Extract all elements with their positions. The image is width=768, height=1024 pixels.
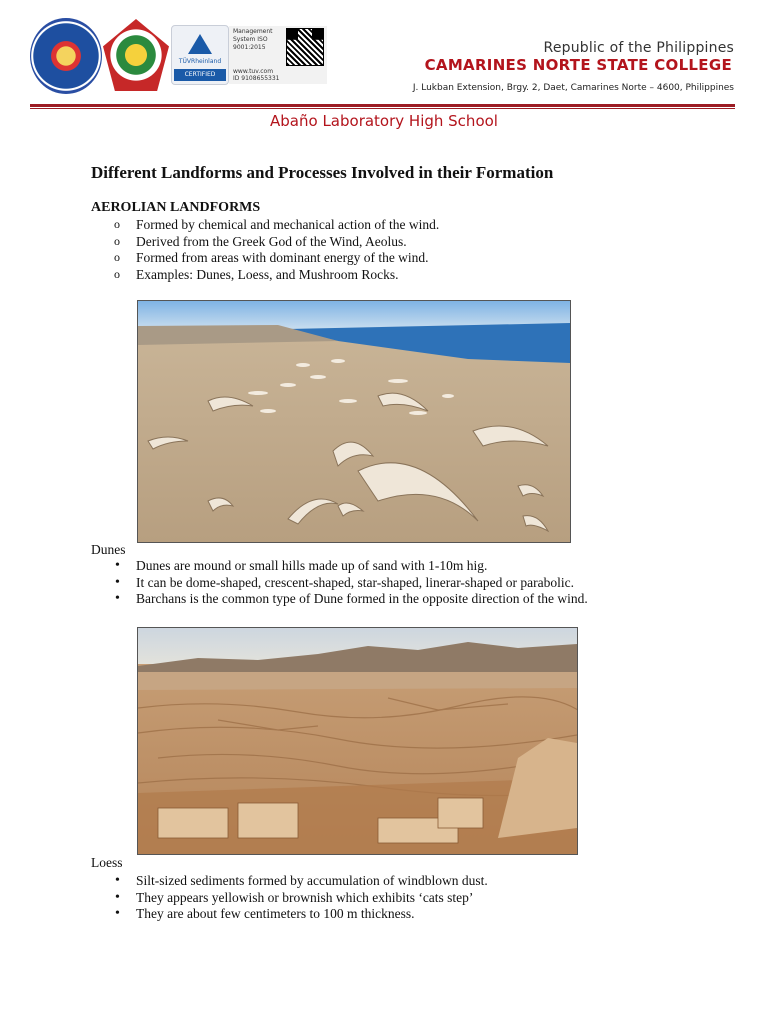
dunes-photo — [137, 300, 571, 543]
management-system-badge — [229, 26, 327, 84]
college-address: J. Lukban Extension, Brgy. 2, Daet, Camarines Norte – 4600, Philippines — [412, 83, 734, 93]
list-item: • Silt-sized sediments formed by accumulation of windblown dust. — [91, 873, 488, 890]
list-item: • They are about few centimeters to 100 m thickness. — [91, 906, 488, 923]
cert-label: CERTIFIED — [174, 69, 226, 81]
dunes-points-list — [91, 558, 588, 608]
dunes-caption: Dunes — [91, 542, 126, 557]
loess-photo — [137, 627, 578, 855]
list-item: o Formed from areas with dominant energy of the wind. — [91, 250, 439, 267]
list-item: • Dunes are mound or small hills made up of sand with 1-10m hig. — [91, 558, 588, 575]
loess-caption: Loess — [91, 855, 123, 870]
header-divider — [30, 104, 735, 107]
tuv-triangle-icon — [188, 34, 212, 54]
college-name: CAMARINES NORTE STATE COLLEGE — [424, 56, 732, 74]
college-seal-logo — [30, 18, 102, 94]
mgmt-text: Management System ISO 9001:2015 — [233, 28, 273, 51]
aeolian-points-list — [91, 217, 439, 283]
page-title: Different Landforms and Processes Involved in their Formation — [91, 163, 554, 182]
dunes-photo-graphic — [138, 301, 570, 542]
list-item: o Formed by chemical and mechanical action of the wind. — [91, 217, 439, 234]
republic-text: Republic of the Philippines — [543, 40, 734, 56]
list-item: o Derived from the Greek God of the Wind, Aeolus. — [91, 234, 439, 251]
header-divider-thin — [30, 108, 735, 109]
qr-code-icon — [287, 29, 323, 65]
mgmt-url-id — [233, 68, 279, 82]
list-item: • Barchans is the common type of Dune formed in the opposite direction of the wind. — [91, 591, 588, 608]
section-heading: AEROLIAN LANDFORMS — [91, 200, 261, 215]
list-item: o Examples: Dunes, Loess, and Mushroom Rocks. — [91, 267, 439, 284]
mgmt-url: www.tuv.com — [233, 68, 274, 75]
loess-photo-graphic — [138, 628, 577, 854]
loess-points-list — [91, 873, 488, 923]
school-name: Abaño Laboratory High School — [270, 112, 498, 130]
school-seal-logo — [103, 19, 169, 91]
list-item: • They appears yellowish or brownish which exhibits ‘cats step’ — [91, 890, 488, 907]
tuv-certification-badge — [171, 25, 229, 85]
cert-brand: TÜVRheinland — [178, 58, 222, 65]
mgmt-id: ID 9108655331 — [233, 75, 280, 82]
list-item: • It can be dome-shaped, crescent-shaped, star-shaped, linerar-shaped or parabolic. — [91, 575, 588, 592]
